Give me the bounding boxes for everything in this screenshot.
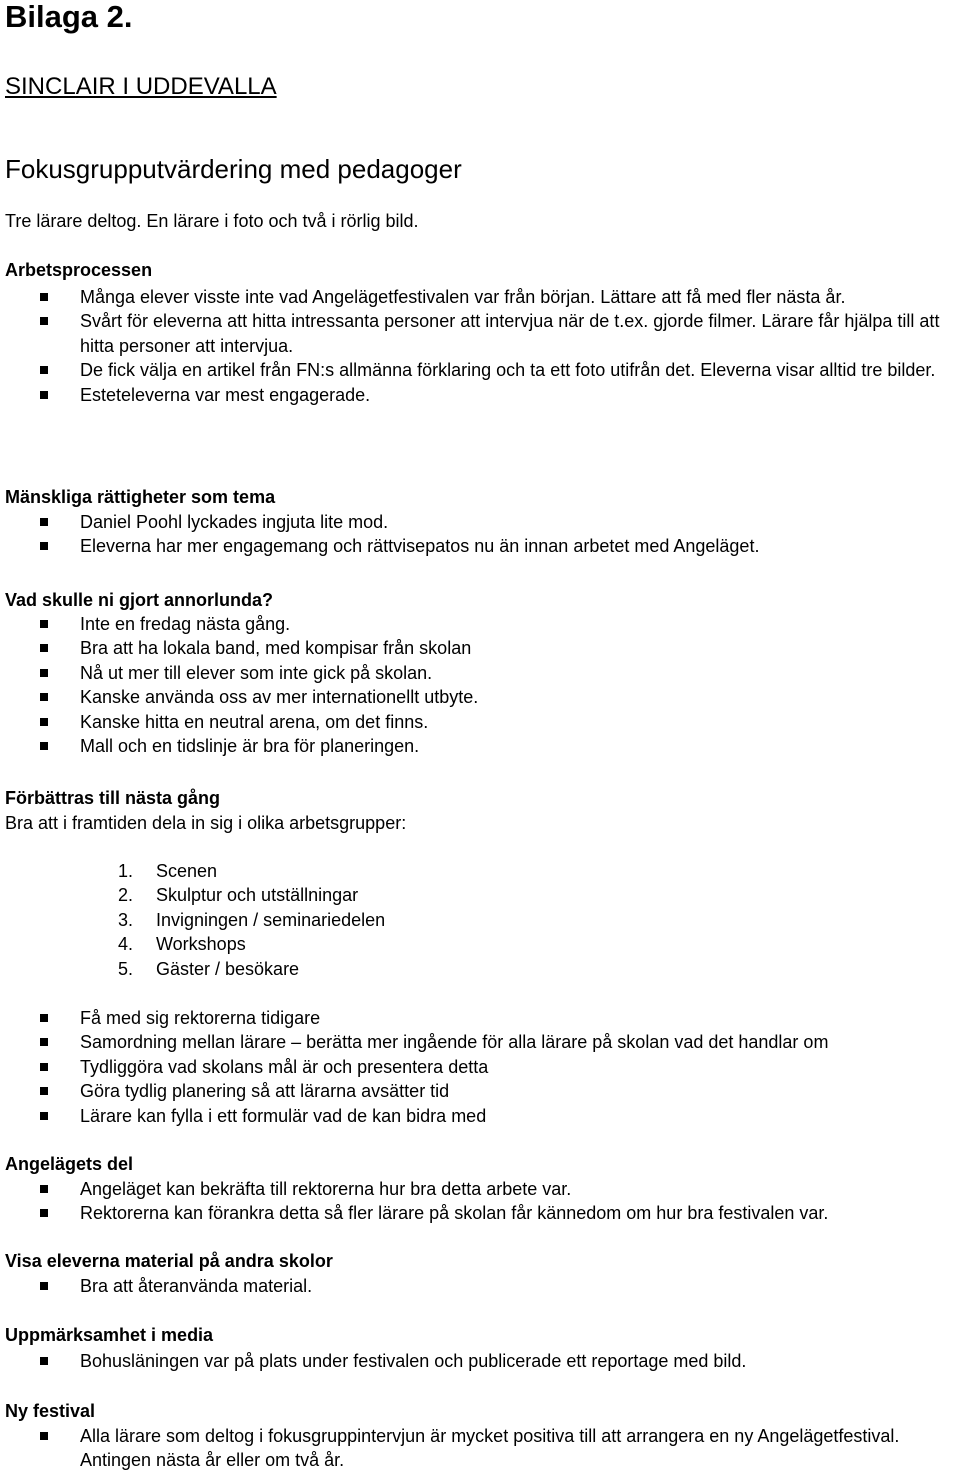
square-bullet-icon bbox=[40, 669, 48, 677]
numbered-list-item: 2. Skulptur och utställningar bbox=[118, 885, 359, 906]
list-item: Daniel Poohl lyckades ingjuta lite mod. bbox=[0, 510, 759, 534]
square-bullet-icon bbox=[40, 1087, 48, 1095]
list-item: Angeläget kan bekräfta till rektorerna hur bra detta arbete var. bbox=[0, 1177, 828, 1201]
list-item: Inte en fredag nästa gång. bbox=[0, 612, 478, 636]
numbered-list-item: 4. Workshops bbox=[118, 934, 246, 955]
section-heading-angelagets-del: Angelägets del bbox=[5, 1154, 134, 1174]
square-bullet-icon bbox=[40, 1282, 48, 1290]
list-item: Mall och en tidslinje är bra för planeringen. bbox=[0, 734, 478, 758]
list-item: Kanske använda oss av mer internationellt utbyte. bbox=[0, 685, 478, 709]
section-heading-vad-skulle-ni-gjort-annorlunda: Vad skulle ni gjort annorlunda? bbox=[5, 590, 274, 610]
bullet-list-arbetsprocessen bbox=[0, 285, 960, 407]
square-bullet-icon bbox=[40, 693, 48, 701]
bullet-list-angelagets-del bbox=[0, 1177, 828, 1226]
square-bullet-icon bbox=[40, 718, 48, 726]
square-bullet-icon bbox=[40, 366, 48, 374]
square-bullet-icon bbox=[40, 1063, 48, 1071]
bullet-list-annorlunda bbox=[0, 612, 478, 758]
list-item: Få med sig rektorerna tidigare bbox=[0, 1006, 828, 1030]
square-bullet-icon bbox=[40, 293, 48, 301]
list-item: Göra tydlig planering så att lärarna avsätter tid bbox=[0, 1079, 828, 1103]
bullet-list-media bbox=[0, 1349, 746, 1373]
section-heading-uppmarksamhet-i-media: Uppmärksamhet i media bbox=[5, 1325, 214, 1345]
square-bullet-icon bbox=[40, 391, 48, 399]
square-bullet-icon bbox=[40, 1209, 48, 1217]
intro-text: Tre lärare deltog. En lärare i foto och två i rörlig bild. bbox=[5, 211, 419, 231]
bullet-list-ny-festival bbox=[0, 1424, 960, 1473]
square-bullet-icon bbox=[40, 620, 48, 628]
numbered-list-item: 5. Gäster / besökare bbox=[118, 958, 300, 979]
list-item: Många elever visste inte vad Angelägetfestivalen var från början. Lättare att få med fler nästa år. bbox=[0, 285, 960, 309]
list-item: Lärare kan fylla i ett formulär vad de kan bidra med bbox=[0, 1104, 828, 1128]
section-heading-visa-eleverna-material: Visa eleverna material på andra skolor bbox=[5, 1251, 333, 1271]
list-item: Tydliggöra vad skolans mål är och presentera detta bbox=[0, 1055, 828, 1079]
numbered-list-item: 3. Invigningen / seminariedelen bbox=[118, 909, 386, 930]
section-heading-arbetsprocessen: Arbetsprocessen bbox=[5, 260, 153, 280]
numbered-list-item: 1. Scenen bbox=[118, 861, 218, 881]
list-item: Nå ut mer till elever som inte gick på skolan. bbox=[0, 661, 478, 685]
square-bullet-icon bbox=[40, 1357, 48, 1365]
list-item: De fick välja en artikel från FN:s allmänna förklaring och ta ett foto utifrån det. Eleverna visar alltid tre bilder. bbox=[0, 358, 960, 382]
list-item: Eleverna har mer engagemang och rättvisepatos nu än innan arbetet med Angeläget. bbox=[0, 534, 759, 558]
square-bullet-icon bbox=[40, 1432, 48, 1440]
list-item: Bra att ha lokala band, med kompisar från skolan bbox=[0, 636, 478, 660]
square-bullet-icon bbox=[40, 518, 48, 526]
square-bullet-icon bbox=[40, 644, 48, 652]
square-bullet-icon bbox=[40, 1014, 48, 1022]
square-bullet-icon bbox=[40, 742, 48, 750]
section-heading-forbattras-till-nasta-gang: Förbättras till nästa gång bbox=[5, 788, 221, 808]
section-subtitle-arbetsgrupper: Bra att i framtiden dela in sig i olika arbetsgrupper: bbox=[5, 813, 407, 833]
square-bullet-icon bbox=[40, 317, 48, 325]
section-heading-ny-festival: Ny festival bbox=[5, 1401, 96, 1421]
list-item: Rektorerna kan förankra detta så fler lärare på skolan får kännedom om hur bra festivalen var. bbox=[0, 1201, 828, 1225]
list-item: Samordning mellan lärare – berätta mer ingående för alla lärare på skolan vad det handlar om bbox=[0, 1030, 828, 1054]
bullet-list-manskliga-rattigheter bbox=[0, 510, 759, 559]
organization-heading: SINCLAIR I UDDEVALLA bbox=[5, 73, 277, 100]
list-item: Kanske hitta en neutral arena, om det finns. bbox=[0, 710, 478, 734]
report-heading: Fokusgrupputvärdering med pedagoger bbox=[5, 154, 462, 184]
square-bullet-icon bbox=[40, 1185, 48, 1193]
numbered-list-arbetsgrupper bbox=[0, 859, 385, 981]
section-heading-manskliga-rattigheter: Mänskliga rättigheter som tema bbox=[5, 487, 276, 507]
document-title: Bilaga 2. bbox=[5, 0, 133, 34]
bullet-list-visa-eleverna bbox=[0, 1274, 312, 1298]
list-item: Bra att återanvända material. bbox=[0, 1274, 312, 1298]
square-bullet-icon bbox=[40, 1112, 48, 1120]
list-item: Esteteleverna var mest engagerade. bbox=[0, 383, 960, 407]
list-item: Svårt för eleverna att hitta intressanta personer att intervjua när de t.ex. gjorde filmer. Lärare får hjälpa till att hitta personer att intervjua. bbox=[0, 309, 960, 358]
bullet-list-forbattras bbox=[0, 1006, 828, 1128]
list-item: Alla lärare som deltog i fokusgruppintervjun är mycket positiva till att arrangera en ny Angelägetfestival. Antingen nästa år eller om två år. bbox=[0, 1424, 960, 1473]
list-item: Bohusläningen var på plats under festivalen och publicerade ett reportage med bild. bbox=[0, 1349, 746, 1373]
square-bullet-icon bbox=[40, 1038, 48, 1046]
square-bullet-icon bbox=[40, 542, 48, 550]
